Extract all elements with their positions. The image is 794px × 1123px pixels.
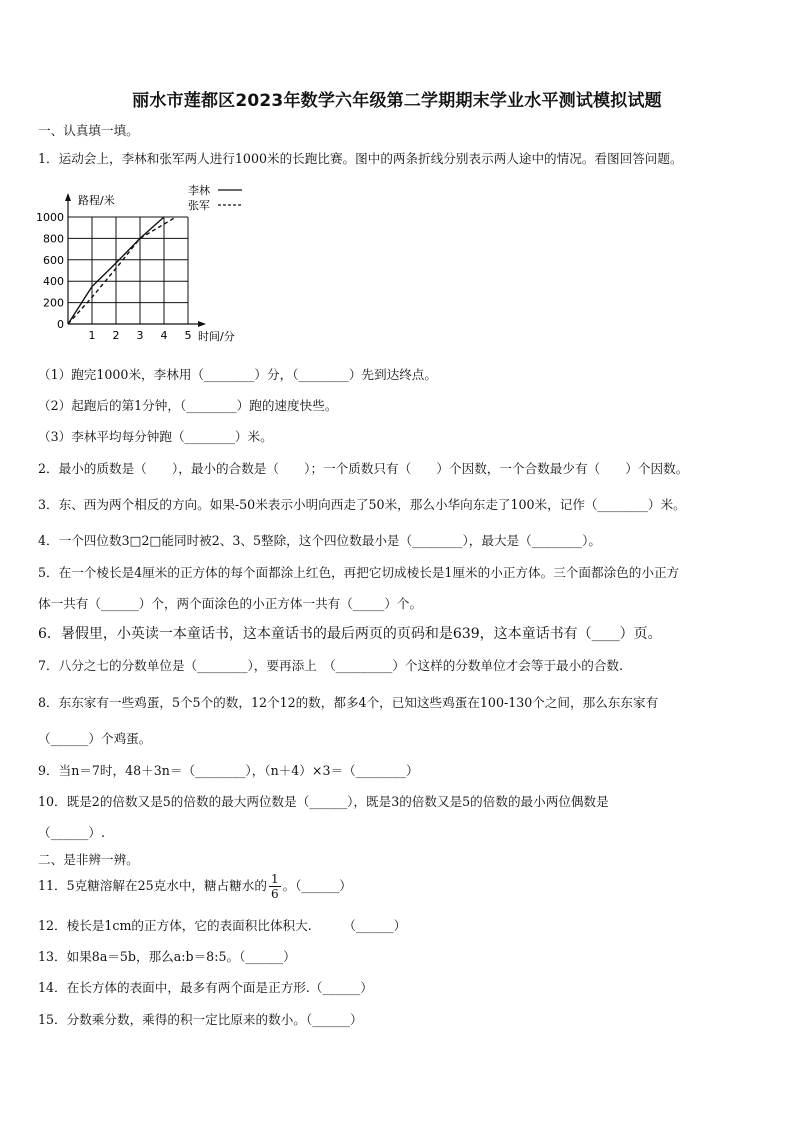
question-12: 12．棱长是1cm的正方体，它的表面积比体积大. （______） (38, 918, 407, 933)
question-9: 9．当n＝7时，48＋3n＝（________），（n＋4）×3＝（________） (38, 763, 419, 778)
question-1-sub-3: （3）李林平均每分钟跑（________）米。 (38, 429, 273, 444)
y-tick-label: 800 (43, 232, 64, 246)
section-heading-judge: 二、是非辨一辨。 (38, 852, 139, 867)
question-2: 2．最小的质数是（ ），最小的合数是（ ）；一个质数只有（ ）个因数，一个合数最少有（ ）个因数。 (38, 461, 689, 476)
y-tick-label: 200 (43, 296, 64, 310)
legend-label: 张军 (188, 199, 210, 212)
question-1-stem: 1．运动会上，李林和张军两人进行1000米的长跑比赛。图中的两条折线分别表示两人途中的情况。看图回答问题。 (38, 151, 683, 166)
question-14: 14．在长方体的表面中，最多有两个面是正方形.（______） (38, 980, 373, 995)
question-10-line-1: 10．既是2的倍数又是5的倍数的最大两位数是（______），既是3的倍数又是5的倍数的最小两位偶数是 (38, 794, 609, 809)
distance-time-chart (36, 178, 266, 348)
question-11 (38, 872, 352, 901)
question-11-blank: 。（______） (282, 878, 352, 893)
question-10-line-2: （______）. (38, 825, 105, 840)
question-5-line-1: 5．在一个棱长是4厘米的正方体的每个面都涂上红色，再把它切成棱长是1厘米的小正方体。三个面都涂色的小正方 (38, 565, 680, 580)
x-tick-label: 3 (136, 329, 144, 342)
question-13: 13．如果8a＝5b，那么a:b＝8:5。（______） (38, 949, 296, 964)
question-8-line-2: （______）个鸡蛋。 (38, 731, 152, 746)
question-1-sub-1: （1）跑完1000米，李林用（________）分，（________）先到达终点。 (38, 367, 437, 382)
question-8-line-1: 8．东东家有一些鸡蛋，5个5个的数，12个12的数，都多4个，已知这些鸡蛋在100-130个之间，那么东东家有 (38, 695, 659, 710)
fraction-numerator: 1 (270, 872, 279, 886)
x-tick-label: 2 (112, 329, 120, 342)
series-line-zhangjun (68, 217, 176, 324)
origin-label: 0 (57, 318, 64, 331)
question-3: 3．东、西为两个相反的方向。如果-50米表示小明向西走了50米，那么小华向东走了100米，记作（________）米。 (38, 497, 686, 512)
x-tick-label: 4 (160, 329, 168, 342)
section-heading-fill: 一、认真填一填。 (38, 123, 139, 138)
x-tick-label: 5 (184, 329, 192, 342)
legend-label: 李林 (188, 184, 210, 197)
question-4: 4．一个四位数3□2□能同时被2、3、5整除，这个四位数最小是（________），最大是（________）。 (38, 533, 602, 548)
y-axis-title: 路程/米 (78, 194, 115, 207)
y-tick-label: 600 (43, 253, 64, 267)
fraction (269, 872, 281, 901)
y-tick-label: 1000 (36, 211, 64, 224)
question-11-text: 11．5克糖溶解在25克水中，糖占糖水的 (38, 878, 267, 893)
question-7: 7．八分之七的分数单位是（________），要再添上 （_________）个这样的分数单位才会等于最小的合数. (38, 658, 624, 673)
y-tick-label: 400 (43, 275, 64, 289)
fraction-denominator: 6 (270, 887, 279, 901)
page-title: 丽水市莲都区2023年数学六年级第二学期期末学业水平测试模拟试题 (132, 91, 662, 111)
question-5-line-2: 体一共有（______）个，两个面涂色的小正方体一共有（_____）个。 (38, 596, 423, 611)
question-1-sub-2: （2）起跑后的第1分钟，（________）跑的速度快些。 (38, 398, 338, 413)
question-6: 6．暑假里，小英读一本童话书，这本童话书的最后两页的页码和是639，这本童话书有（____）页。 (38, 626, 662, 642)
question-15: 15．分数乘分数，乘得的积一定比原来的数小。（______） (38, 1012, 363, 1027)
x-tick-label: 1 (88, 329, 96, 342)
x-axis-title: 时间/分 (198, 330, 235, 343)
y-axis-arrow-icon (65, 193, 71, 201)
x-axis-arrow-icon (198, 321, 206, 327)
